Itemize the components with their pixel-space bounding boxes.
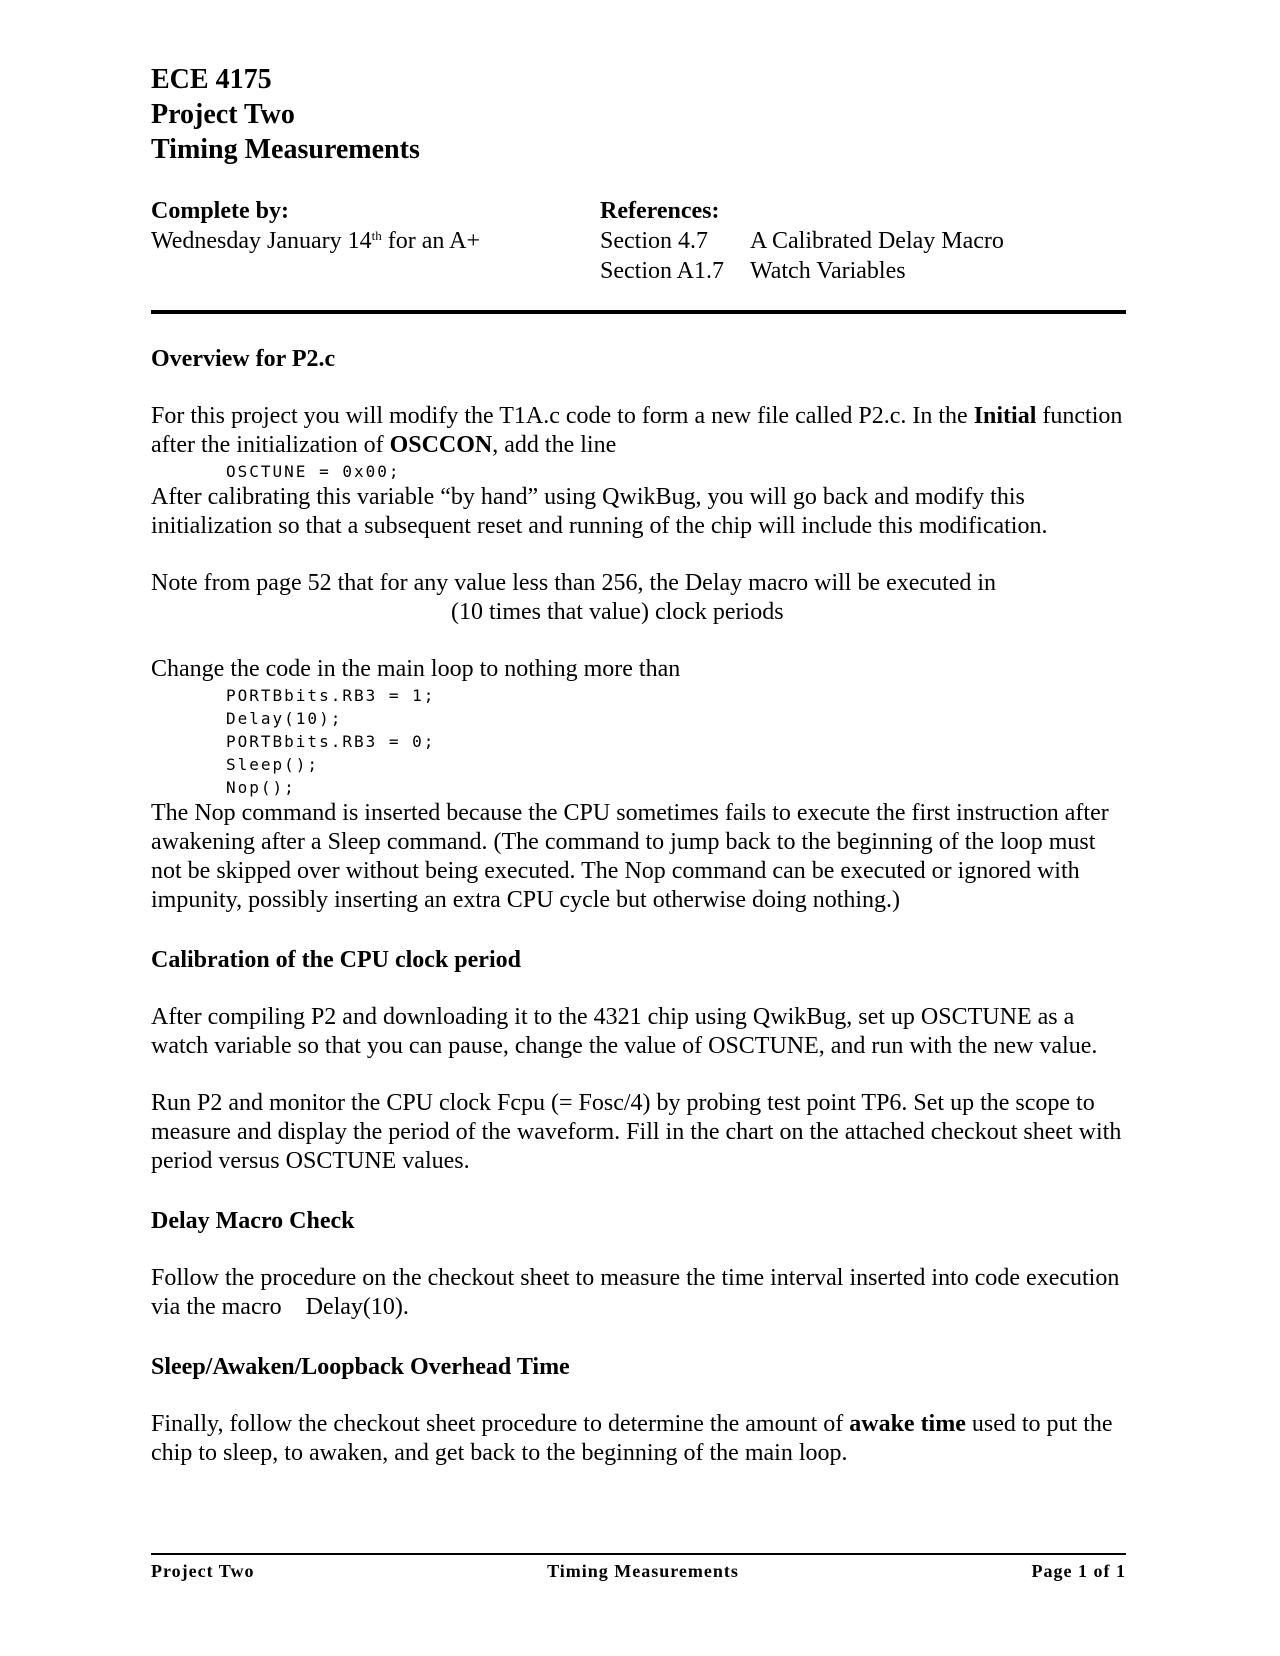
code-line: Delay(10);: [226, 709, 343, 728]
reference-title: A Calibrated Delay Macro: [750, 228, 1004, 254]
bold-term-awake-time: awake time: [849, 1411, 966, 1437]
bold-term-initial: Initial: [973, 403, 1037, 429]
complete-by-date: [151, 226, 600, 256]
calibration-heading: Calibration of the CPU clock period: [151, 947, 521, 973]
overview-paragraph-3: Note from page 52 that for any value less than 256, the Delay macro will be executed in: [151, 570, 997, 596]
overview-paragraph-5: The Nop command is inserted because the CPU sometimes fails to execute the first instruction after awakening after a Sleep command. (The command to jump back to the beginning of the loop must not be skipped over without being executed. The Nop command can be executed or ignored with impunity, possibly inserting an extra CPU cycle but otherwise doing nothing.): [151, 800, 1109, 913]
references-block: [600, 196, 1004, 286]
project-title: Project Two: [151, 99, 295, 130]
header-divider: [151, 310, 1126, 314]
course-title: ECE 4175: [151, 64, 272, 95]
complete-date-sup: th: [371, 228, 382, 243]
overview-paragraph-1: [151, 402, 1126, 460]
text-run: For this project you will modify the T1A.c code to form a new file called P2.c. In the: [151, 403, 974, 429]
complete-date-text: Wednesday January 14: [151, 228, 372, 254]
page-footer: [151, 1553, 1126, 1582]
calibration-paragraph-2: Run P2 and monitor the CPU clock Fcpu (= Fosc/4) by probing test point TP6. Set up the scope to measure and display the period of the waveform. Fill in the chart on the attached checkout sheet with period versus OSCTUNE values.: [151, 1090, 1122, 1174]
code-block-main-loop: [151, 684, 1126, 799]
overview-paragraph-2: After calibrating this variable “by hand” using QwikBug, you will go back and modify this initialization so that a subsequent reset and running of the chip will include this modification.: [151, 484, 1048, 539]
delay-heading: Delay Macro Check: [151, 1208, 355, 1234]
text-run: , add the line: [492, 432, 617, 458]
text-run: function after the initialization of: [151, 403, 1123, 458]
complete-by-label: Complete by:: [151, 198, 289, 224]
sleep-paragraph: [151, 1410, 1126, 1468]
code-line: PORTBbits.RB3 = 0;: [226, 732, 436, 751]
code-line: Sleep();: [226, 755, 320, 774]
code-line: Nop();: [226, 778, 296, 797]
overview-heading: Overview for P2.c: [151, 346, 336, 372]
bold-term-osccon: OSCCON: [389, 432, 493, 458]
reference-section: Section 4.7: [600, 228, 708, 254]
sleep-heading: Sleep/Awaken/Loopback Overhead Time: [151, 1354, 570, 1380]
code-line-osctune: OSCTUNE = 0x00;: [226, 462, 401, 481]
text-run: used to put the chip to sleep, to awaken, and get back to the beginning of the main loop.: [151, 1411, 1113, 1466]
delay-paragraph: Follow the procedure on the checkout sheet to measure the time interval inserted into code execution via the macro Delay(10).: [151, 1265, 1126, 1320]
document-subtitle: Timing Measurements: [151, 134, 420, 165]
header-block: [151, 196, 1126, 286]
footer-center: Timing Measurements: [547, 1561, 739, 1581]
text-run: Finally, follow the checkout sheet procedure to determine the amount of: [151, 1411, 850, 1437]
complete-by-block: [151, 196, 600, 286]
overview-paragraph-4: Change the code in the main loop to nothing more than: [151, 656, 681, 682]
reference-section: Section A1.7: [600, 258, 724, 284]
document-page: [151, 62, 1126, 1468]
footer-page-number: Page 1 of 1: [1031, 1561, 1126, 1581]
footer-left: Project Two: [151, 1561, 255, 1581]
references-list: [600, 226, 1004, 286]
calibration-paragraph-1: After compiling P2 and downloading it to the 4321 chip using QwikBug, set up OSCTUNE as a watch variable so that you can pause, change the value of OSCTUNE, and run with the new value.: [151, 1004, 1098, 1059]
overview-centered-line: (10 times that value) clock periods: [451, 599, 784, 625]
complete-date-suffix: for an A+: [381, 228, 480, 254]
code-line: PORTBbits.RB3 = 1;: [226, 686, 436, 705]
reference-title: Watch Variables: [750, 258, 906, 284]
references-label: References:: [600, 198, 720, 224]
